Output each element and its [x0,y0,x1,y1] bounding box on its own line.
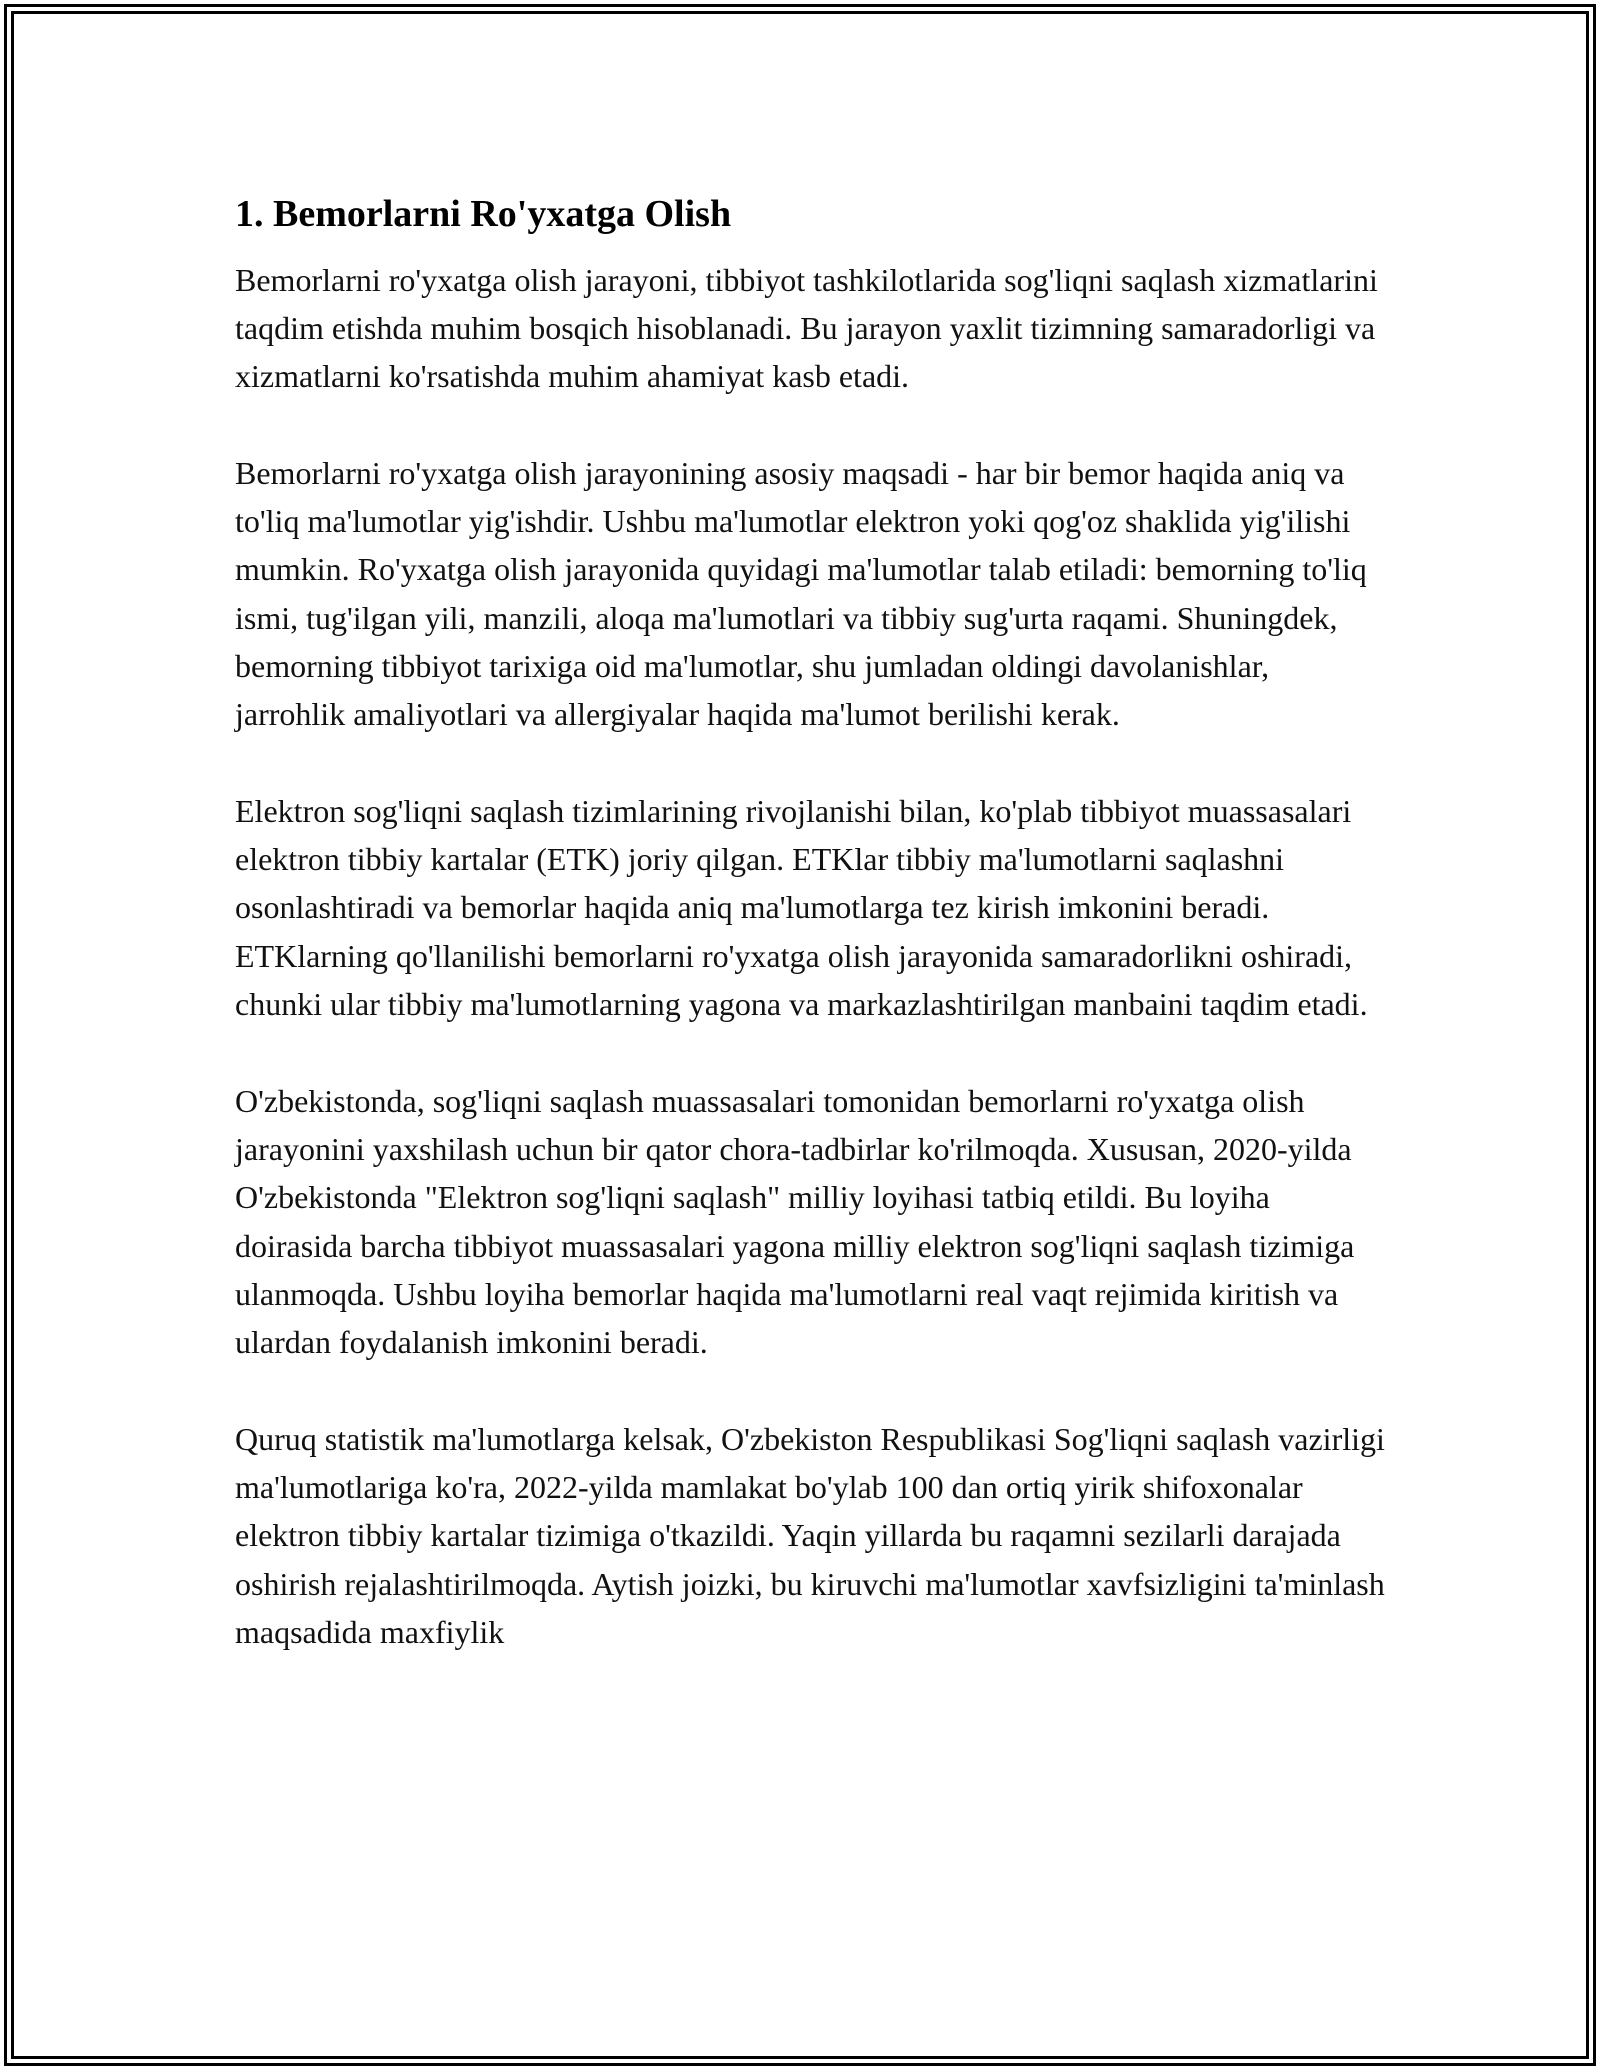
paragraph-1: Bemorlarni ro'yxatga olish jarayoni, tibbiyot tashkilotlarida sog'liqni saqlash xizmatlarini taqdim etishda muhim bosqich hisoblanadi. Bu jarayon yaxlit tizimning samaradorligi va xizmatlarni ko'rsatishda muhim ahamiyat kasb etadi. [235,261,1378,395]
paragraph-3: Elektron sog'liqni saqlash tizimlarining rivojlanishi bilan, ko'plab tibbiyot muassasalari elektron tibbiy kartalar (ETK) joriy qilgan. ETKlar tibbiy ma'lumotlarni saqlashni osonlashtiradi va bemorlar haqida aniq ma'lumotlarga tez kirish imkonini beradi. ETKlarning qo'llanilishi bemorlarni ro'yxatga olish jarayonida samaradorlikni oshiradi, chunki ular tibbiy ma'lumotlarning yagona va markazlashtirilgan manbaini taqdim etadi. [235,792,1368,1023]
document-body [235,180,1385,1705]
paragraph-5: Quruq statistik ma'lumotlarga kelsak, O'zbekiston Respublikasi Sog'liqni saqlash vazirligi ma'lumotlariga ko'ra, 2022-yilda mamlakat bo'ylab 100 dan ortiq yirik shifoxonalar elektron tibbiy kartalar tizimiga o'tkazildi. Yaqin yillarda bu raqamni sezilarli darajada oshirish rejalashtirilmoqda. Aytish joizki, bu kiruvchi ma'lumotlar xavfsizligini ta'minlash maqsadida maxfiylik [235,1420,1385,1650]
section-heading: 1. Bemorlarni Ro'yxatga Olish [235,193,732,235]
paragraph-2: Bemorlarni ro'yxatga olish jarayonining asosiy maqsadi - har bir bemor haqida aniq va to'liq ma'lumotlar yig'ishdir. Ushbu ma'lumotlar elektron yoki qog'oz shaklida yig'ilishi mumkin. Ro'yxatga olish jarayonida quyidagi ma'lumotlar talab etiladi: bemorning to'liq ismi, tug'ilgan yili, manzili, aloqa ma'lumotlari va tibbiy sug'urta raqami. Shuningdek, bemorning tibbiyot tarixiga oid ma'lumotlar, shu jumladan oldingi davolanishlar, jarrohlik amaliyotlari va allergiyalar haqida ma'lumot berilishi kerak. [235,454,1367,733]
paragraph-4: O'zbekistonda, sog'liqni saqlash muassasalari tomonidan bemorlarni ro'yxatga olish jarayonini yaxshilash uchun bir qator chora-tadbirlar ko'rilmoqda. Xususan, 2020-yilda O'zbekistonda "Elektron sog'liqni saqlash" milliy loyihasi tatbiq etildi. Bu loyiha doirasida barcha tibbiyot muassasalari yagona milliy elektron sog'liqni saqlash tizimiga ulanmoqda. Ushbu loyiha bemorlar haqida ma'lumotlarni real vaqt rejimida kiritish va ulardan foydalanish imkonini beradi. [235,1082,1355,1361]
